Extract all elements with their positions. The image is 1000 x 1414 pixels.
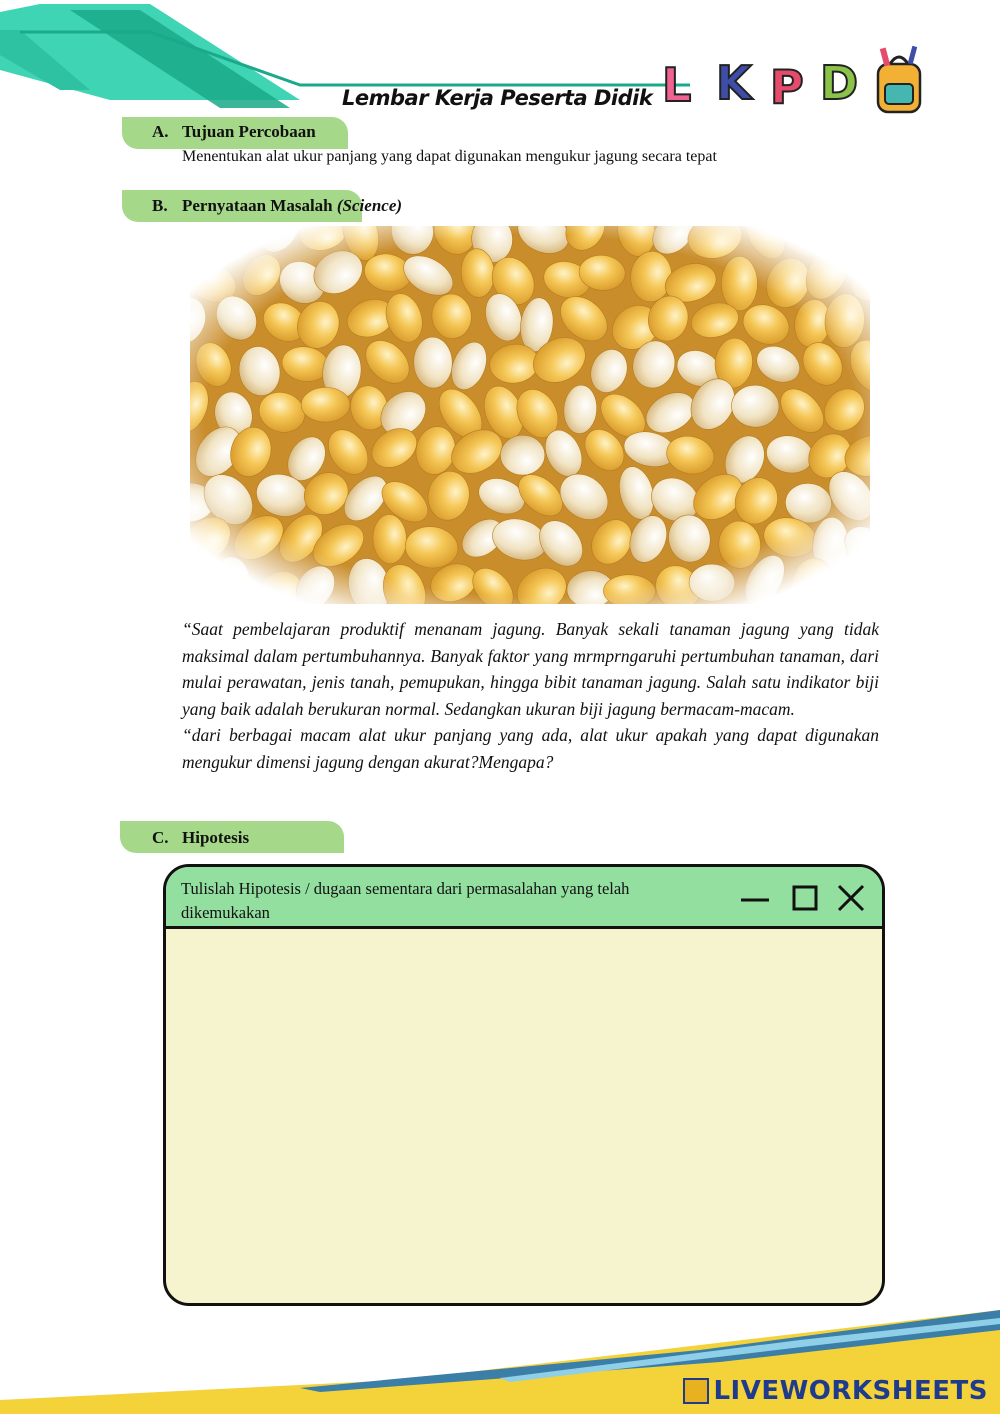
logo-letter-l: L [662, 58, 692, 112]
hypothesis-answer-input[interactable] [166, 930, 882, 1302]
liveworksheets-brand-text: LIVEWORKSHEETS [713, 1376, 988, 1406]
logo-letter-k: K [716, 56, 752, 110]
goal-text: Menentukan alat ukur panjang yang dapat digunakan mengukur jagung secara tepat [182, 148, 717, 165]
section-a-heading [152, 122, 316, 142]
section-c-title: Hipotesis [182, 828, 250, 847]
logo-letter-p: P [770, 60, 804, 114]
corn-kernels-photo [190, 226, 870, 604]
section-b-heading [152, 196, 402, 216]
hypothesis-titlebar [166, 867, 882, 929]
liveworksheets-logo-icon [683, 1378, 709, 1404]
hypothesis-prompt: Tulislah Hipotesis / dugaan sementara dari permasalahan yang telah dikemukakan [181, 879, 630, 922]
hypothesis-window [163, 864, 885, 1306]
minimize-icon[interactable] [740, 883, 770, 913]
section-b-title: Pernyataan Masalah [182, 196, 333, 215]
page-header-title: Lembar Kerja Peserta Didik [342, 86, 653, 110]
liveworksheets-brand [683, 1376, 988, 1406]
logo-letter-d: D [820, 56, 859, 110]
section-c-heading [152, 828, 249, 848]
lkpd-logo [660, 50, 930, 122]
section-b-title-italic: (Science) [336, 196, 403, 215]
problem-paragraph-2: “dari berbagai macam alat ukur panjang yang ada, alat ukur apakah yang dapat digunakan mengukur dimensi jagung dengan akurat?Mengapa? [182, 725, 879, 772]
section-a-letter: A. [152, 122, 169, 141]
section-b-letter: B. [152, 196, 168, 215]
problem-statement [182, 616, 879, 775]
section-c-letter: C. [152, 828, 169, 847]
problem-paragraph-1: “Saat pembelajaran produktif menanam jagung. Banyak sekali tanaman jagung yang tidak maksimal dalam pertumbuhannya. Banyak faktor yang mrmprngaruhi pertumbuhan tanaman, dari mulai perawatan, jenis tanah, pemupukan, hingga bibit tanaman jagung. Salah satu indikator biji yang baik adalah berukuran normal. Sedangkan ukuran biji jagung bermacam-macam. [182, 619, 879, 719]
maximize-icon[interactable] [790, 883, 820, 913]
close-icon[interactable] [836, 883, 866, 913]
backpack-icon [868, 44, 930, 116]
section-a-title: Tujuan Percobaan [182, 122, 316, 141]
